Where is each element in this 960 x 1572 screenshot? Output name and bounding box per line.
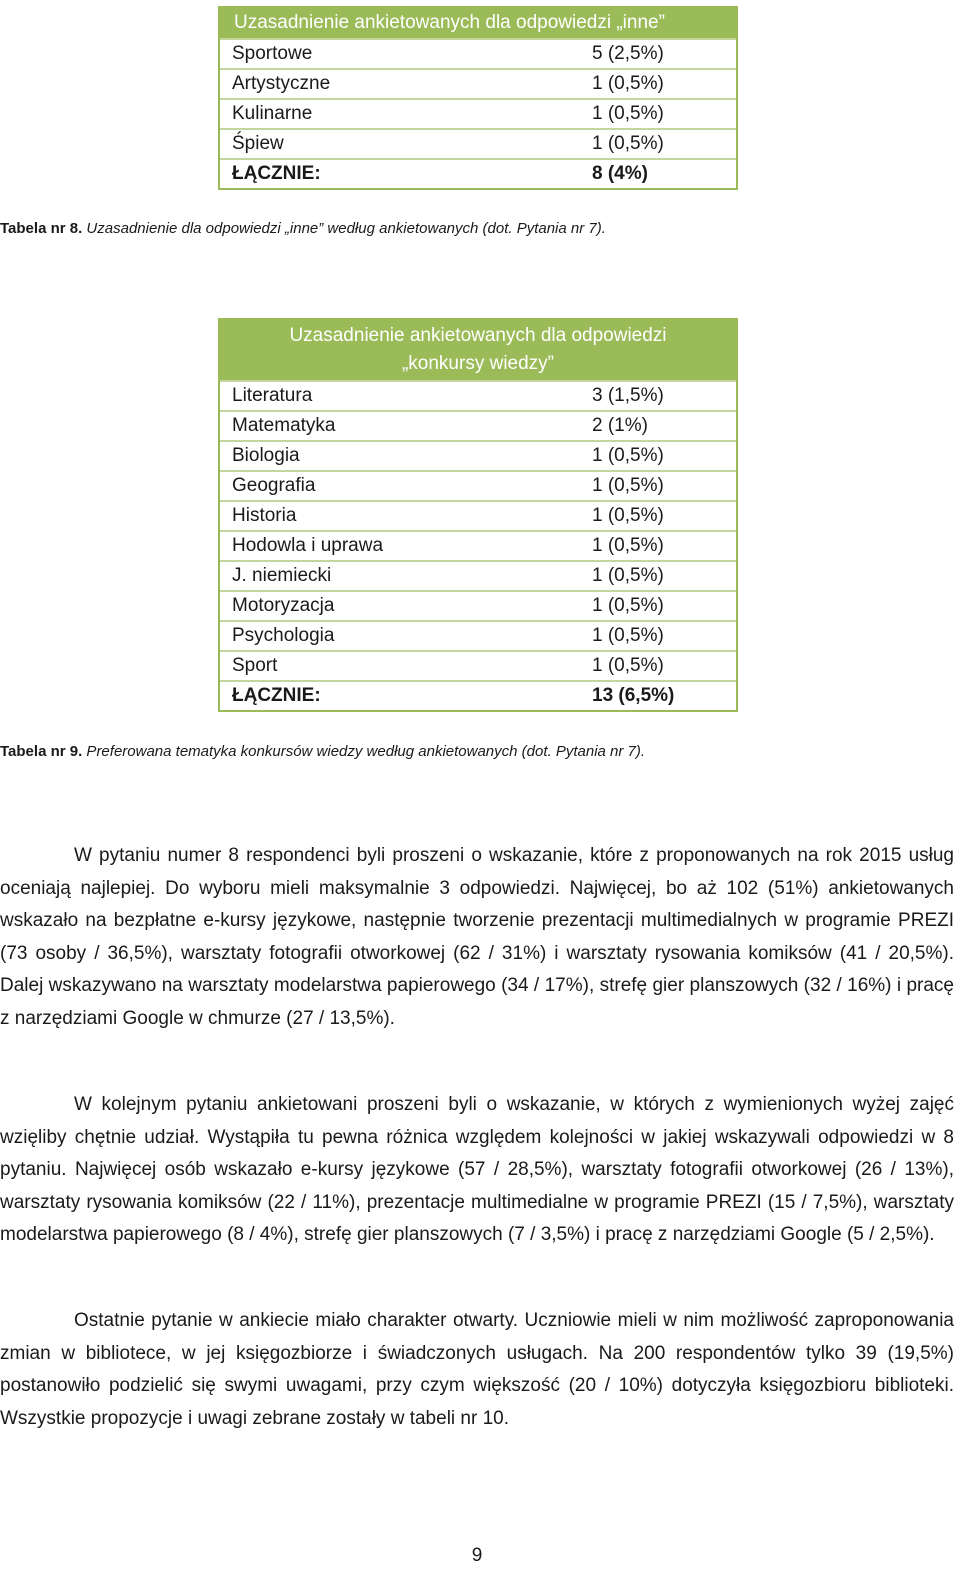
table-row — [220, 470, 736, 500]
table-row — [220, 38, 736, 68]
caption-text: Preferowana tematyka konkursów wiedzy według ankietowanych (dot. Pytania nr 7). — [82, 743, 646, 760]
row-value: 5 (2,5%) — [592, 43, 664, 64]
row-value: 1 (0,5%) — [592, 445, 664, 466]
table-row — [220, 98, 736, 128]
paragraph: W pytaniu numer 8 respondenci byli proszeni o wskazanie, które z proponowanych na rok 2015 usług oceniają najlepiej. Do wyboru mieli maksymalnie 3 odpowiedzi. Najwięcej, bo aż 102 (51%) ankietowanych wskazało na bezpłatne e-kursy językowe, następnie tworzenie prezentacji multimedialnych w programie PREZI (73 osoby / 36,5%), warsztaty fotografii otworkowej (62 / 31%) i warsztaty rysowania komiksów (41 / 20,5%). Dalej wskazywano na warsztaty modelarstwa papierowego (34 / 17%), strefę gier planszowych (32 / 16%) i pracę z narzędziami Google w chmurze (27 / 13,5%). — [0, 845, 954, 1029]
row-value: 1 (0,5%) — [592, 535, 664, 556]
row-value: 1 (0,5%) — [592, 595, 664, 616]
row-value: 2 (1%) — [592, 415, 648, 436]
row-value: 1 (0,5%) — [592, 475, 664, 496]
table-row — [220, 590, 736, 620]
row-label: Śpiew — [232, 133, 284, 154]
header-line-2: „konkursy wiedzy” — [401, 353, 555, 374]
row-label: Hodowla i uprawa — [232, 535, 384, 556]
row-label: Artystyczne — [232, 73, 331, 94]
total-label: ŁĄCZNIE: — [232, 685, 321, 706]
row-label: Motoryzacja — [232, 595, 335, 616]
row-value: 1 (0,5%) — [592, 133, 664, 154]
paragraph: W kolejnym pytaniu ankietowani proszeni byli o wskazanie, w których z wymienionych wyżej zajęć wzięliby chętnie udział. Wystąpiła tu pewna różnica względem kolejności w jakiej wskazywali odpowiedzi w 8 pytaniu. Najwięcej osób wskazało e-kursy językowe (57 / 28,5%), warsztaty fotografii otworkowej (26 / 13%), warsztaty rysowania komiksów (22 / 11%), prezentacje multimedialne w programie PREZI (15 / 7,5%), warsztaty modelarstwa papierowego (8 / 4%), strefę gier planszowych (7 / 3,5%) i pracę z narzędziami Google (5 / 2,5%). — [0, 1094, 954, 1246]
table-row — [220, 500, 736, 530]
row-value: 1 (0,5%) — [592, 103, 664, 124]
row-label: Biologia — [232, 445, 300, 466]
table-row — [220, 530, 736, 560]
caption-label: Tabela nr 8. — [0, 220, 83, 237]
row-label: J. niemiecki — [232, 565, 332, 586]
row-label: Literatura — [232, 385, 313, 406]
row-value: 1 (0,5%) — [592, 625, 664, 646]
total-label: ŁĄCZNIE: — [232, 163, 321, 184]
table-8 — [218, 6, 738, 190]
row-label: Psychologia — [232, 625, 335, 646]
row-label: Kulinarne — [232, 103, 313, 124]
table-row — [220, 410, 736, 440]
row-value: 1 (0,5%) — [592, 505, 664, 526]
total-value: 8 (4%) — [592, 163, 648, 184]
table-row — [220, 620, 736, 650]
row-label: Historia — [232, 505, 297, 526]
table-row — [220, 560, 736, 590]
paragraph: Ostatnie pytanie w ankiecie miało charakter otwarty. Uczniowie mieli w nim możliwość zaproponowania zmian w bibliotece, w jej księgozbiorze i świadczonych usługach. Na 200 respondentów tylko 39 (19,5%) postanowiło podzielić się swymi uwagami, przy czym większość (20 / 10%) dotyczyła księgozbioru biblioteki. Wszystkie propozycje i uwagi zebrane zostały w tabeli nr 10. — [0, 1310, 954, 1429]
table-9-header — [220, 320, 736, 380]
row-label: Geografia — [232, 475, 316, 496]
table-8-header: Uzasadnienie ankietowanych dla odpowiedzi „inne” — [220, 8, 736, 38]
total-value: 13 (6,5%) — [592, 685, 675, 706]
table-total-row — [220, 158, 736, 188]
row-value: 1 (0,5%) — [592, 565, 664, 586]
row-label: Sport — [232, 655, 278, 676]
table-8-caption — [0, 220, 606, 237]
table-total-row — [220, 680, 736, 710]
table-row — [220, 650, 736, 680]
row-value: 1 (0,5%) — [592, 73, 664, 94]
row-label: Matematyka — [232, 415, 336, 436]
table-row — [220, 68, 736, 98]
table-row — [220, 440, 736, 470]
table-row — [220, 128, 736, 158]
caption-label: Tabela nr 9. — [0, 743, 83, 760]
row-label: Sportowe — [232, 43, 313, 64]
page-number: 9 — [471, 1545, 483, 1566]
row-value: 3 (1,5%) — [592, 385, 664, 406]
table-9-caption — [0, 743, 645, 760]
table-row — [220, 380, 736, 410]
caption-text: Uzasadnienie dla odpowiedzi „inne” według ankietowanych (dot. Pytania nr 7). — [82, 220, 606, 237]
row-value: 1 (0,5%) — [592, 655, 664, 676]
table-9 — [218, 318, 738, 712]
header-line-1: Uzasadnienie ankietowanych dla odpowiedzi — [289, 325, 667, 346]
